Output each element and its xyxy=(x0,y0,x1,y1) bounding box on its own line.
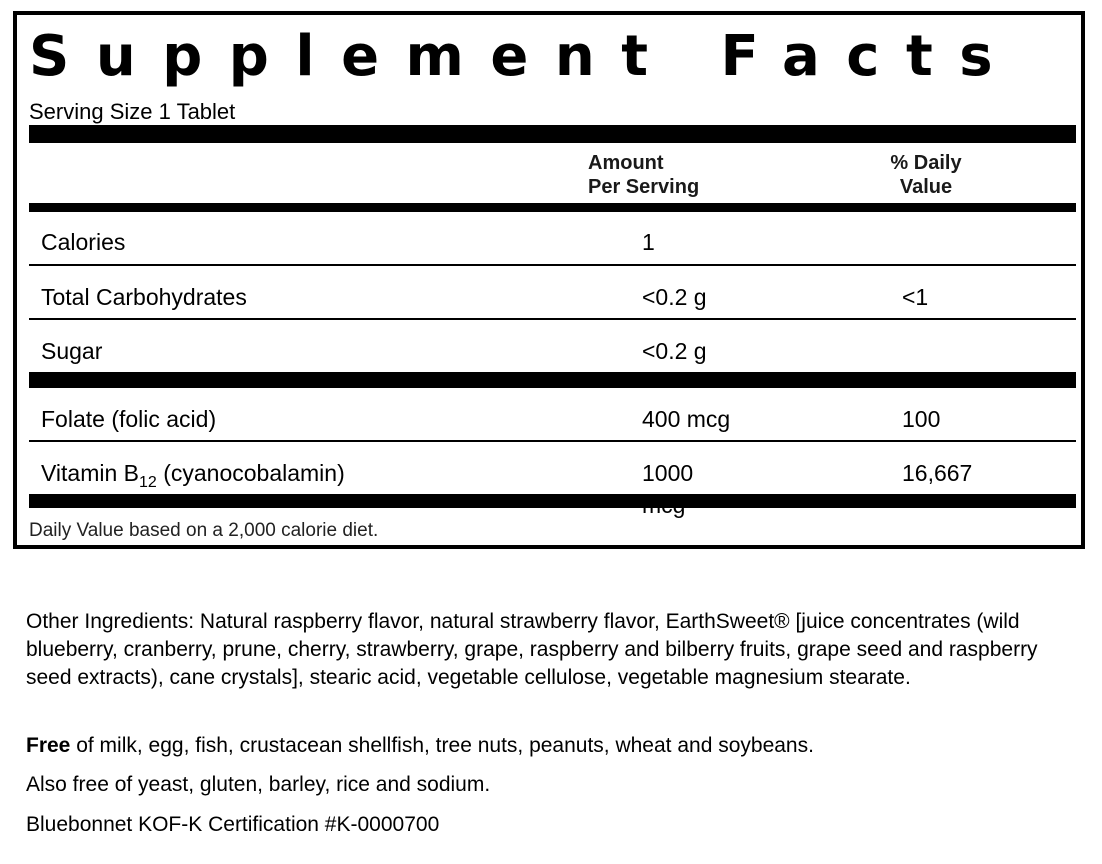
nutrient-name-suffix: (cyanocobalamin) xyxy=(156,460,345,486)
bottom-thick-divider xyxy=(29,494,1076,508)
nutrient-row-calories xyxy=(29,228,1076,268)
row-divider xyxy=(29,264,1076,266)
thick-divider xyxy=(29,372,1076,388)
allergen-free-statement xyxy=(26,732,1076,760)
row-divider xyxy=(29,440,1076,442)
nutrient-name: Total Carbohydrates xyxy=(41,284,247,310)
nutrient-name: Calories xyxy=(41,229,126,255)
panel-title: Supplement Facts xyxy=(29,24,1020,89)
nutrient-name-prefix: Vitamin B xyxy=(41,460,140,486)
header-daily-value: % Daily Value xyxy=(890,152,962,198)
nutrient-daily-value: 100 xyxy=(902,406,941,432)
certification: Bluebonnet KOF-K Certification #K-0000700 xyxy=(26,813,440,836)
row-divider xyxy=(29,318,1076,320)
nutrient-name xyxy=(41,459,345,497)
nutrient-amount: 1 xyxy=(642,229,655,255)
nutrient-amount: 400 mcg xyxy=(642,406,731,432)
nutrient-amount: <0.2 g xyxy=(642,338,707,364)
nutrient-name: Folate (folic acid) xyxy=(41,406,217,432)
nutrient-row-vitamin-b12 xyxy=(29,459,1076,499)
daily-value-footnote: Daily Value based on a 2,000 calorie diet. xyxy=(29,520,379,541)
other-ingredients: Other Ingredients: Natural raspberry flavor, natural strawberry flavor, EarthSweet® [juice concentrates (wild blueberry, cranberry, prune, cherry, strawberry, grape, raspberry and bilberry fruits, grape seed and raspberry seed extracts), cane crystals], stearic acid, vegetable cellulose, vegetable magnesium stearate. xyxy=(26,610,1038,689)
supplement-facts-panel xyxy=(13,11,1085,549)
serving-size: Serving Size 1 Tablet xyxy=(29,99,236,124)
free-label: Free xyxy=(26,734,71,757)
header-amount-per-serving: Amount Per Serving xyxy=(588,152,700,198)
nutrient-row-total-carbohydrates xyxy=(29,283,1076,323)
nutrient-daily-value: <1 xyxy=(902,284,929,310)
header-divider xyxy=(29,203,1076,212)
nutrient-name: Sugar xyxy=(41,338,103,364)
nutrient-daily-value: 16,667 xyxy=(902,460,973,486)
free-text: of milk, egg, fish, crustacean shellfish, tree nuts, peanuts, wheat and soybeans. xyxy=(70,734,814,757)
nutrient-row-folate xyxy=(29,405,1076,445)
also-free-statement: Also free of yeast, gluten, barley, rice and sodium. xyxy=(26,773,491,796)
nutrient-row-sugar xyxy=(29,337,1076,377)
nutrient-amount: <0.2 g xyxy=(642,284,707,310)
nutrient-name-subscript: 12 xyxy=(139,474,157,491)
thick-divider xyxy=(29,125,1076,143)
nutrient-amount: 1000 xyxy=(642,460,694,486)
